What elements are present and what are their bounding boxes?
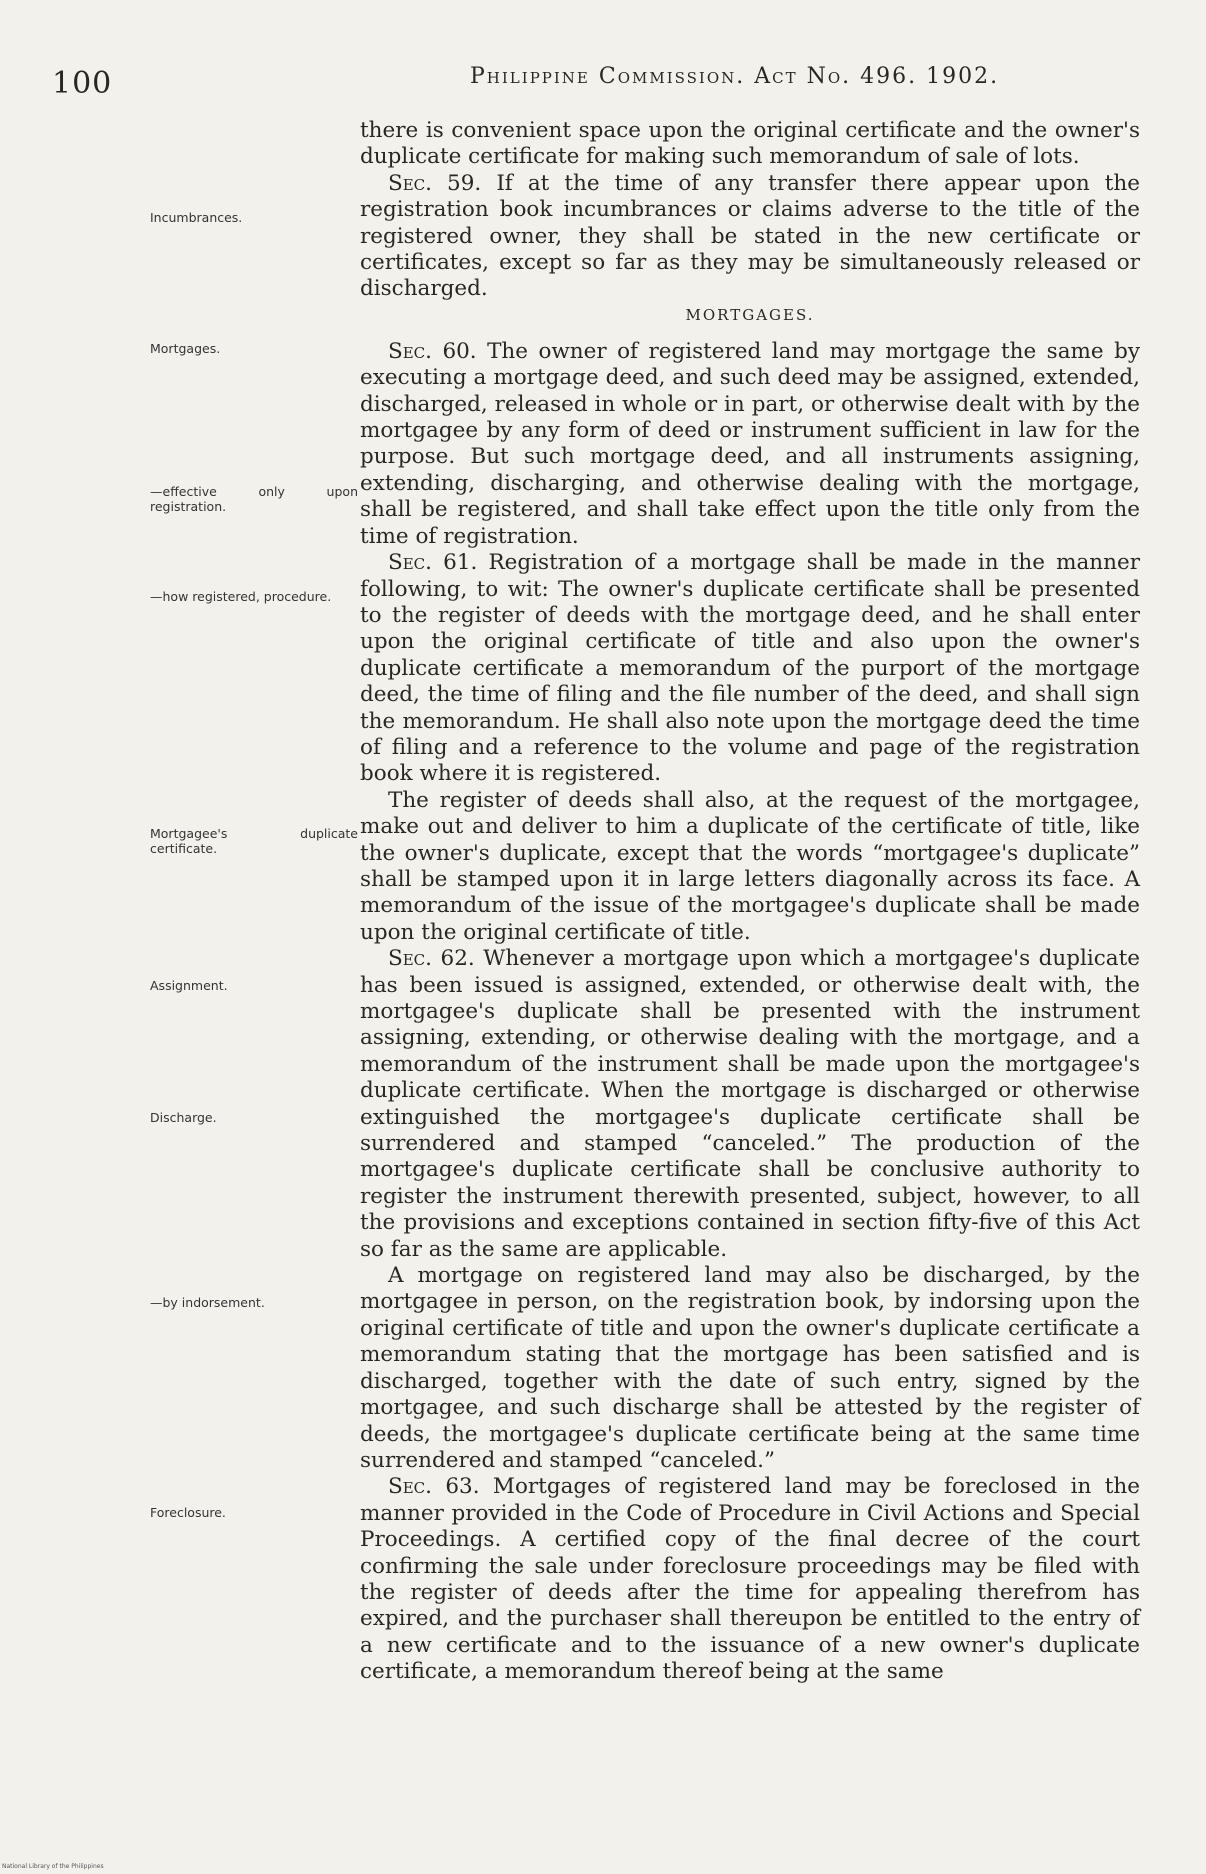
page-number: 100	[52, 66, 113, 101]
paragraph-sec-60	[360, 339, 1140, 550]
margin-note-discharge: Discharge.	[150, 1110, 217, 1125]
margin-note-how-registered: —how registered, procedure.	[150, 589, 332, 604]
margin-note-mortgages: Mortgages.	[150, 341, 221, 356]
paragraph-discharge-indorsement: A mortgage on registered land may also be discharged, by the mortgagee in person, on the registration book, by indorsing upon the original certificate of title and upon the owner's duplicate certificate a memorandum stating that the mortgage has been satisfied and is discharged, together with the date of such entry, signed by the mortgagee, and such discharge shall be attested by the register of deeds, the mortgagee's duplicate certificate being at the same time surrendered and stamped “canceled.”	[360, 1263, 1140, 1473]
paragraph-sec-61	[360, 550, 1140, 788]
section-label: Sec. 60.	[388, 338, 477, 364]
section-label: Sec. 63.	[388, 1474, 480, 1500]
paragraph-text: The owner of registered land may mortgage the same by executing a mortgage deed, and such deed may be assigned, extended, discharged, released in whole or in part, or otherwise dealt with by the mortgagee by any form of deed or instrument sufficient in law for the purpose. But such mortgage deed, and all instruments assigning, extending, discharging, and otherwise dealing with the mortgage, shall be registered, and shall take effect upon the title only from the time of registration.	[360, 338, 1140, 549]
section-heading-mortgages: MORTGAGES.	[685, 305, 815, 324]
section-label: Sec. 59.	[388, 170, 482, 196]
paragraph-text: If at the time of any transfer there appear upon the registration book incumbrances or claims adverse to the title of the registered owner, they shall be stated in the new certificate or certificates, except so far as they may be simultaneously released or discharged.	[360, 170, 1140, 302]
margin-note-foreclosure: Foreclosure.	[150, 1505, 226, 1520]
section-label: Sec. 61.	[388, 550, 478, 576]
paragraph-mortgagee-duplicate: The register of deeds shall also, at the request of the mortgagee, make out and deliver to him a duplicate of the certificate of title, like the owner's duplicate, except that the words “mortgagee's duplicate” shall be stamped upon it in large letters diagonally across its face. A memorandum of the issue of the mortgagee's duplicate shall be made upon the original certificate of title.	[360, 787, 1140, 945]
paragraph-text: Registration of a mortgage shall be made in the manner following, to wit: The owner's duplicate certificate shall be presented to the register of deeds with the mortgage deed, and he shall enter upon the original certificate of title and also upon the owner's duplicate certificate a memorandum of the purport of the mortgage deed, the time of filing and the file number of the deed, and shall sign the memorandum. He shall also note upon the mortgage deed the time of filing and a reference to the volume and page of the registration book where it is registered.	[360, 550, 1140, 787]
margin-note-assignment: Assignment.	[150, 978, 228, 993]
paragraph-sec-59	[360, 171, 1140, 303]
margin-note-by-indorsement: —by indorsement.	[150, 1295, 265, 1310]
margin-note-effective-upon-registration: —effective only upon registration.	[150, 484, 358, 514]
paragraph-text: Whenever a mortgage upon which a mortgagee's duplicate has been issued is assigned, extended, or otherwise dealt with, the mortgagee's duplicate shall be presented with the instrument assigning, extending, or otherwise dealing with the mortgage, and a memorandum of the instrument shall be made upon the mortgagee's duplicate certificate. When the mortgage is discharged or otherwise extinguished the mortgagee's duplicate certificate shall be surrendered and stamped “canceled.” The production of the mortgagee's duplicate certificate shall be conclusive authority to register the instrument therewith presented, subject, however, to all the provisions and exceptions contained in section fifty-five of this Act so far as the same are applicable.	[360, 946, 1140, 1262]
paragraph-sec-62	[360, 946, 1140, 1263]
margin-note-mortgagees-duplicate: Mortgagee's duplicate certificate.	[150, 826, 358, 856]
paragraph-continuation: there is convenient space upon the original certificate and the owner's duplicate certificate for making such memorandum of sale of lots.	[360, 118, 1140, 170]
library-footer: National Library of the Philippines	[2, 1863, 104, 1870]
margin-note-incumbrances: Incumbrances.	[150, 210, 243, 225]
paragraph-text: Mortgages of registered land may be foreclosed in the manner provided in the Code of Procedure in Civil Actions and Special Proceedings. A certified copy of the final decree of the court confirming the sale under foreclosure proceedings may be filed with the register of deeds after the time for appealing therefrom has expired, and the purchaser shall thereupon be entitled to the entry of a new certificate and to the issuance of a new owner's duplicate certificate, a memorandum thereof being at the same	[360, 1474, 1140, 1685]
running-head: Philippine Commission. Act No. 496. 1902.	[470, 64, 1000, 89]
section-label: Sec. 62.	[388, 946, 475, 972]
main-text	[360, 118, 1140, 1686]
paragraph-sec-63	[360, 1474, 1140, 1685]
